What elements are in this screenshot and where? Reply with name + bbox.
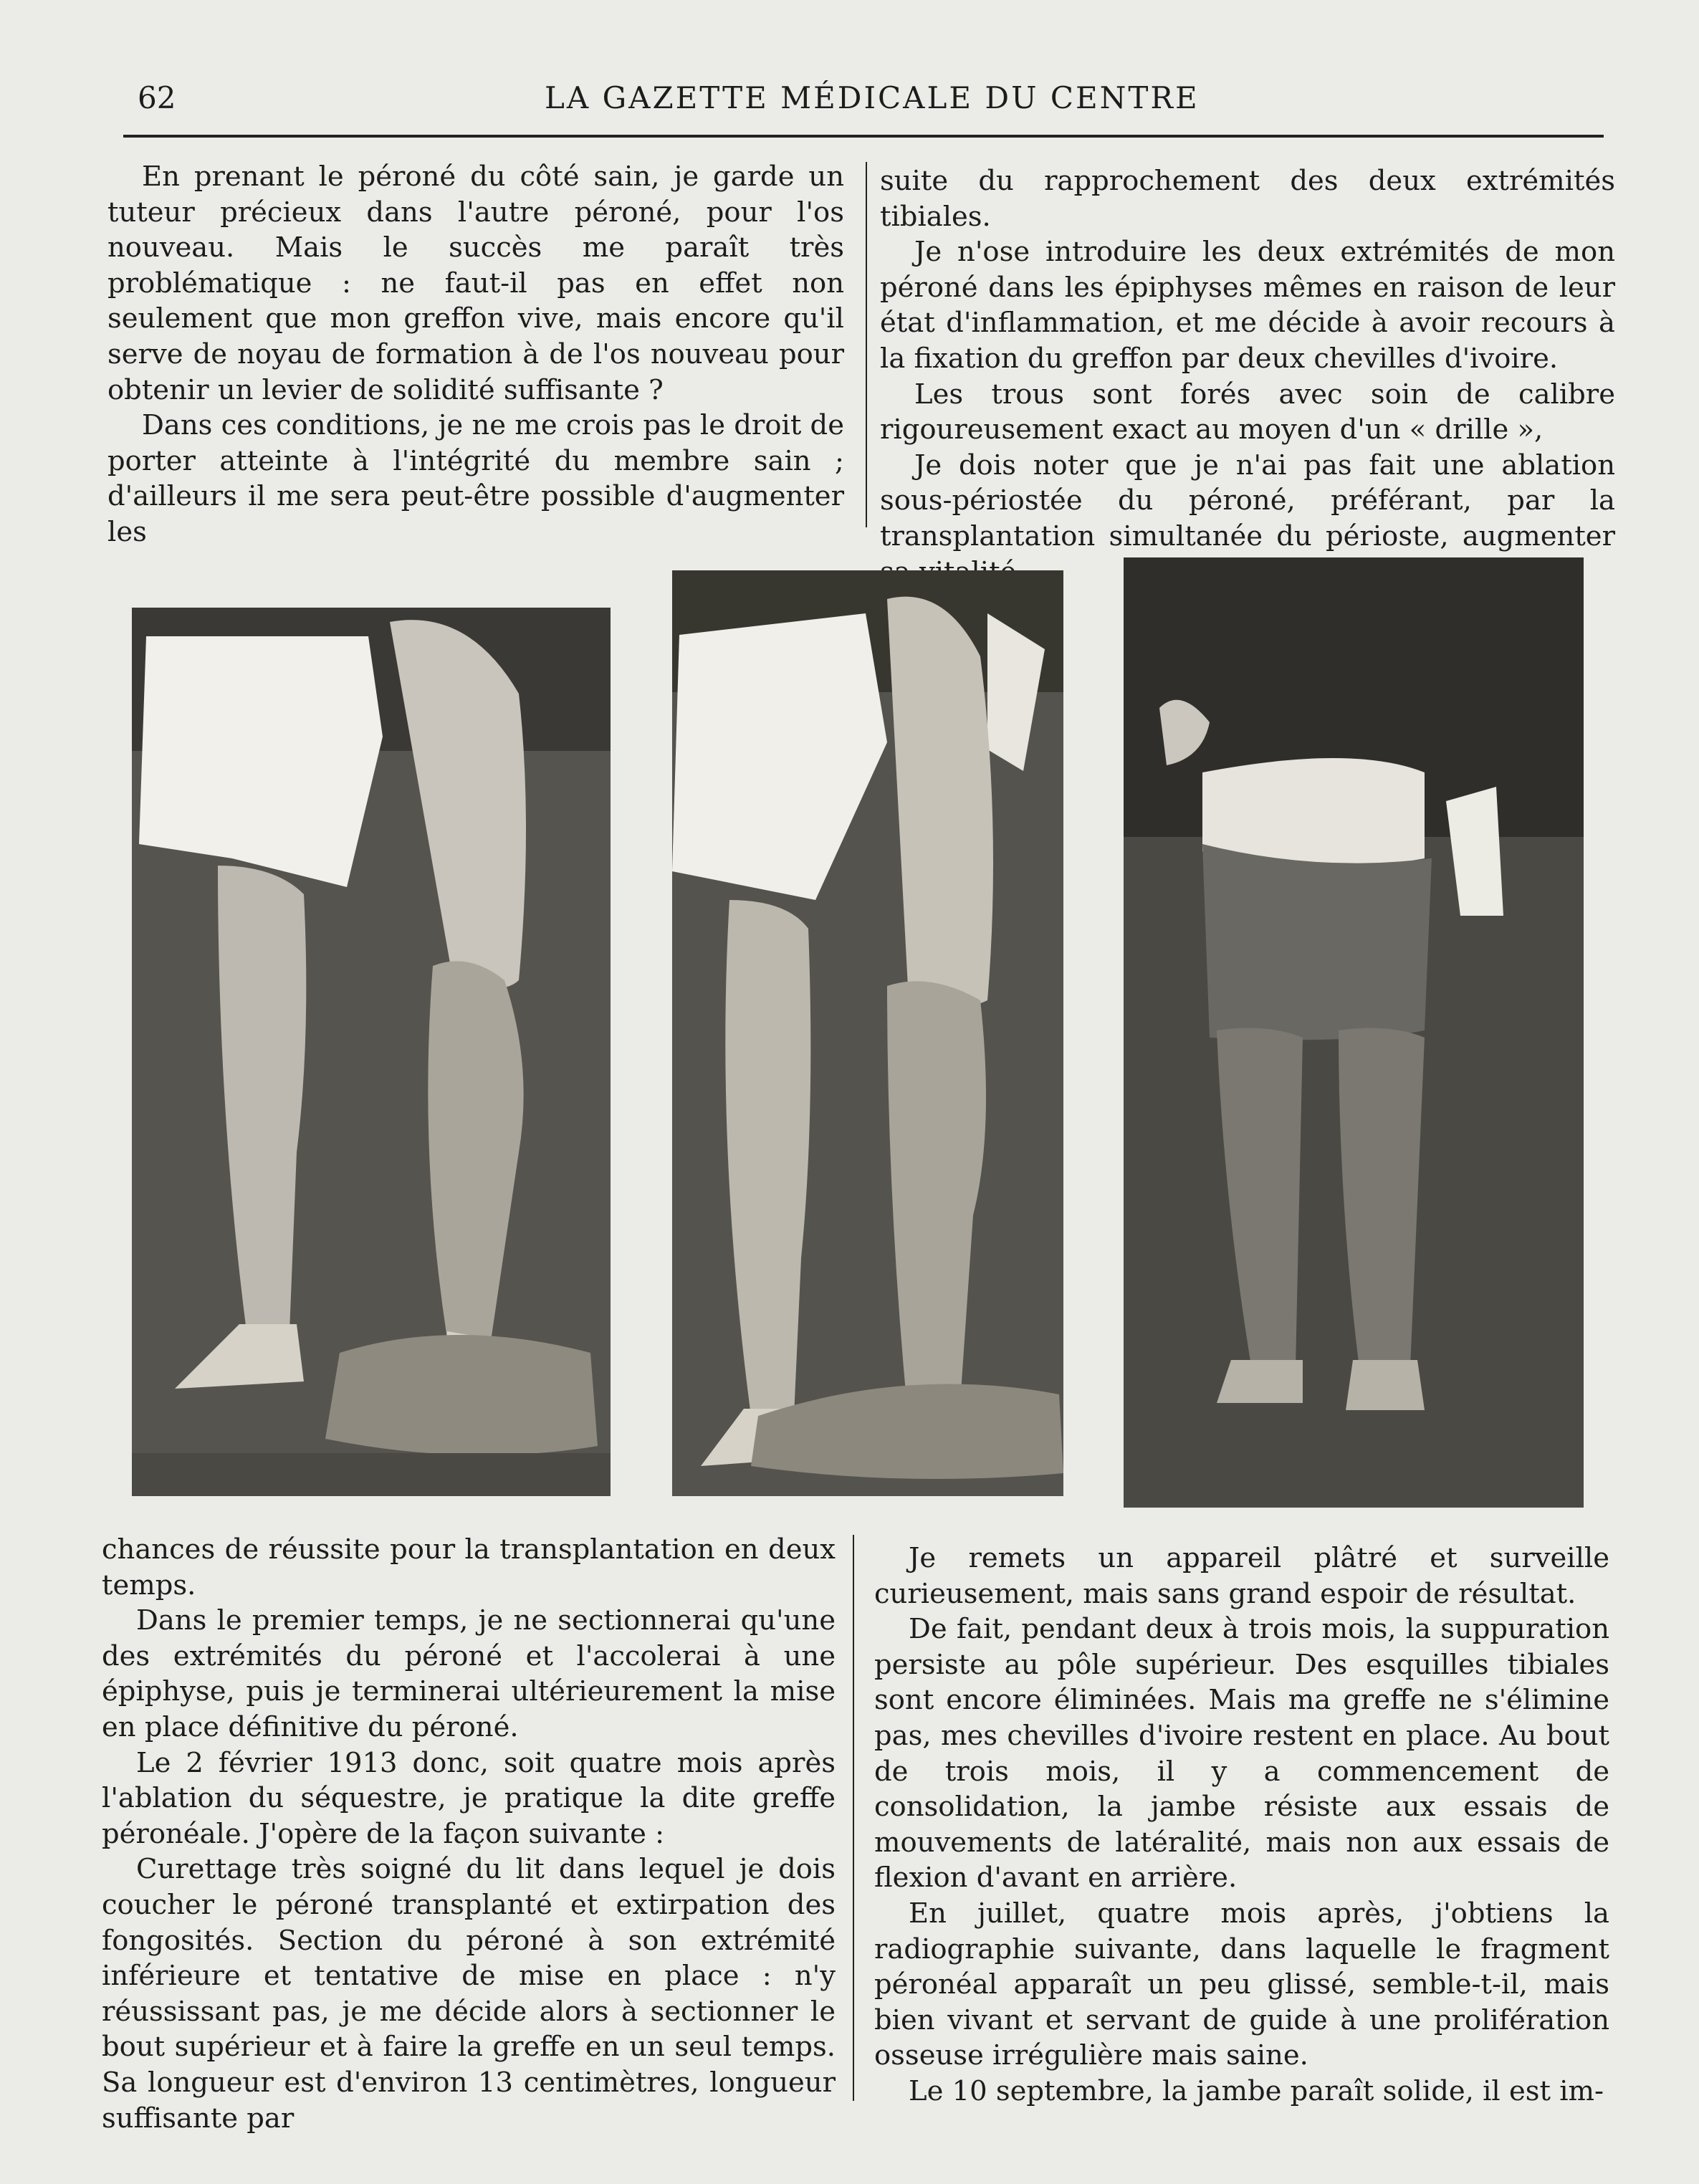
bottom-left-column — [102, 1532, 836, 2136]
paragraph: Les trous sont forés avec soin de calibre rigoureusement exact au moyen d'un « drille », — [880, 378, 1615, 446]
paragraph: Je n'ose introduire les deux extrémités de mon péroné dans les épiphyses mêmes en raison de leur état d'inflammation, et me décide à avoir recours à la fixation du greffon par deux chevilles d'ivoire. — [880, 236, 1615, 375]
journal-title: LA GAZETTE MÉDICALE DU CENTRE — [545, 80, 1200, 115]
legs-photo-2 — [672, 570, 1063, 1496]
paragraph: Je dois noter que je n'ai pas fait une ablation sous-périostée du péroné, préférant, par la transplantation simultanée du périoste, augmenter — [880, 449, 1615, 552]
bottom-right-column — [874, 1541, 1609, 2109]
photo-legs-left — [132, 608, 611, 1496]
paragraph: Le 2 février 1913 donc, soit quatre mois après l'ablation du séquestre, je pratique la dite greffe péronéale. J'opère de la façon suivante : — [102, 1746, 836, 1850]
top-left-column — [107, 159, 844, 550]
paragraph: Dans le premier temps, je ne sectionnerai qu'une des extrémités du péroné et l'accolerai à une épiphyse, puis je terminerai ultérieurement la mise en place définitive du péroné. — [102, 1604, 836, 1743]
photo-legs-middle — [672, 570, 1063, 1496]
paragraph: De fait, pendant deux à trois mois, la suppuration persiste au pôle supérieur. Des esquilles tibiales sont encore éliminées. Mais ma greffe ne s'élimine pas, mes chevilles d'ivoire restent en place. Au bout de trois mois, il y a commencement de consolidation, la jambe résiste aux essais de mouvements de latéralité, mais non aux essais de flexion d'avant en arrière. — [874, 1613, 1609, 1895]
paragraph: suite du rapprochement des deux extrémités tibiales. — [880, 165, 1615, 233]
legs-photo-1 — [132, 608, 611, 1496]
page-number: 62 — [138, 80, 176, 115]
paragraph: En prenant le péroné du côté sain, je garde un tuteur précieux dans l'autre péroné, pour l'os nouveau. Mais le succès me paraît très problématique : ne faut-il pas en effet non seulement que mon greffon vive, mais encore qu'il serve de noyau de formation à de l'os nouveau pour obtenir un levier de solidité suffisante ? — [107, 161, 844, 406]
paragraph: En juillet, quatre mois après, j'obtiens la radiographie suivante, dans laquelle le fragment péronéal apparaît un peu glissé, semble-t-il, mais bien vivant et servant de guide à une prolifération osseuse irrégulière mais saine. — [874, 1897, 1609, 2072]
top-right-column — [880, 163, 1615, 590]
photo-standing-front — [1124, 557, 1584, 1508]
legs-photo-3 — [1124, 557, 1584, 1508]
paragraph: chances de réussite pour la transplantation en deux temps. — [102, 1533, 836, 1601]
column-divider — [853, 1535, 854, 2101]
paragraph: Curettage très soigné du lit dans lequel je dois coucher le péroné transplanté et extirpation des fongosités. Section du péroné à son extrémité inférieure et tentative de mise en place : n'y réussissant pas, je me décide alors à sectionner le bout supérieur et à faire la greffe en un seul temps. Sa longueur est d'environ 13 centimètres, longueur suffisante par — [102, 1853, 836, 2135]
column-divider — [866, 162, 867, 527]
header-rule — [123, 135, 1604, 138]
paragraph: Je remets un appareil plâtré et surveille curieusement, mais sans grand espoir de résultat. — [874, 1542, 1609, 1610]
paragraph: Le 10 septembre, la jambe paraît solide, il est im- — [909, 2074, 1604, 2107]
paragraph: Dans ces conditions, je ne me crois pas le droit de porter atteinte à l'intégrité du membre sain ; d'ailleurs il me sera peut-être possible d'augmenter les — [107, 409, 844, 548]
